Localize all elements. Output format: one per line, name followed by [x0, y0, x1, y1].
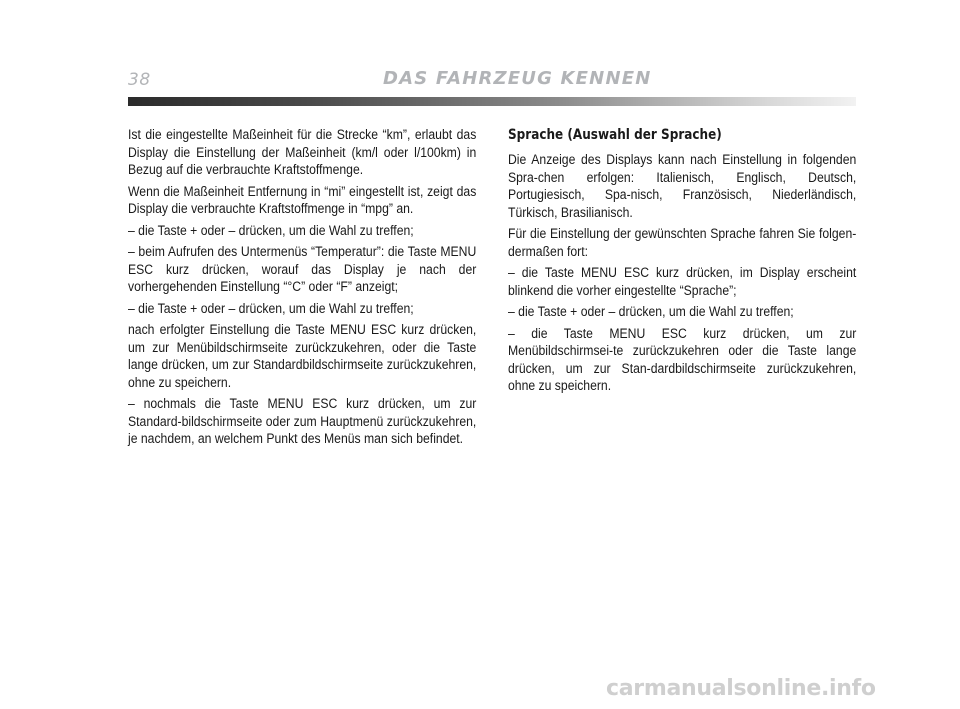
- list-item: – die Taste + oder – drücken, um die Wahl zu treffen;: [128, 300, 414, 317]
- list-item: – die Taste MENU ESC kurz drücken, um zur Menübildschirmsei-te zurückzukehren oder die Taste lange drücken, um zur Stan-dardbildschirmseite zurückzukehren, ohne zu speichern.: [508, 325, 857, 394]
- paragraph: Für die Einstellung der gewünschten Sprache fahren Sie folgen-dermaßen fort:: [508, 226, 857, 260]
- list-item: – die Taste + oder – drücken, um die Wahl zu treffen;: [508, 304, 794, 320]
- header-rule: [128, 97, 856, 106]
- chapter-title: DAS FAHRZEUG KENNEN: [383, 68, 652, 89]
- paragraph: Die Anzeige des Displays kann nach Einstellung in folgenden Spra-chen erfolgen: Italienisch, Englisch, Deutsch, Portugiesisch, Spa-nisch, Französisch, Niederländisch, Türkisch, Brasilianisch.: [508, 152, 857, 221]
- section-heading: Sprache (Auswahl der Sprache): [508, 127, 722, 143]
- list-item: – die Taste + oder – drücken, um die Wahl zu treffen;: [128, 222, 414, 239]
- watermark: carmanualsonline.info: [606, 676, 876, 701]
- list-item: – beim Aufrufen des Untermenüs “Temperatur”: die Taste MENU ESC kurz drücken, worauf das Display je nach der vorhergehenden Einstellung “°C” oder “F” anzeigt;: [128, 244, 477, 295]
- paragraph: Wenn die Maßeinheit Entfernung in “mi” eingestellt ist, zeigt das Display die verbrauchte Kraftstoffmenge in “mpg” an.: [128, 183, 477, 217]
- page-number: 38: [128, 70, 151, 90]
- paragraph: Ist die eingestellte Maßeinheit für die Strecke “km”, erlaubt das Display die Einstellung der Maßeinheit (km/l oder l/100km) in Bezug auf die verbrauchte Kraftstoffmenge.: [128, 127, 477, 178]
- list-item: – nochmals die Taste MENU ESC kurz drücken, um zur Standard-bildschirmseite oder zum Hauptmenü zurückzukehren, je nachdem, an welchem Punkt des Menüs man sich befindet.: [128, 396, 477, 447]
- right-column: [508, 127, 856, 400]
- list-item: – die Taste MENU ESC kurz drücken, im Display erscheint blinkend die vorher eingestellte “Sprache”;: [508, 265, 857, 299]
- left-column: [128, 127, 476, 453]
- paragraph: nach erfolgter Einstellung die Taste MENU ESC kurz drücken, um zur Menübildschirmseite zurückzukehren, oder die Taste lange drücken, um zur Standardbildschirmseite zurückzukehren, ohne zu speichern.: [128, 322, 477, 391]
